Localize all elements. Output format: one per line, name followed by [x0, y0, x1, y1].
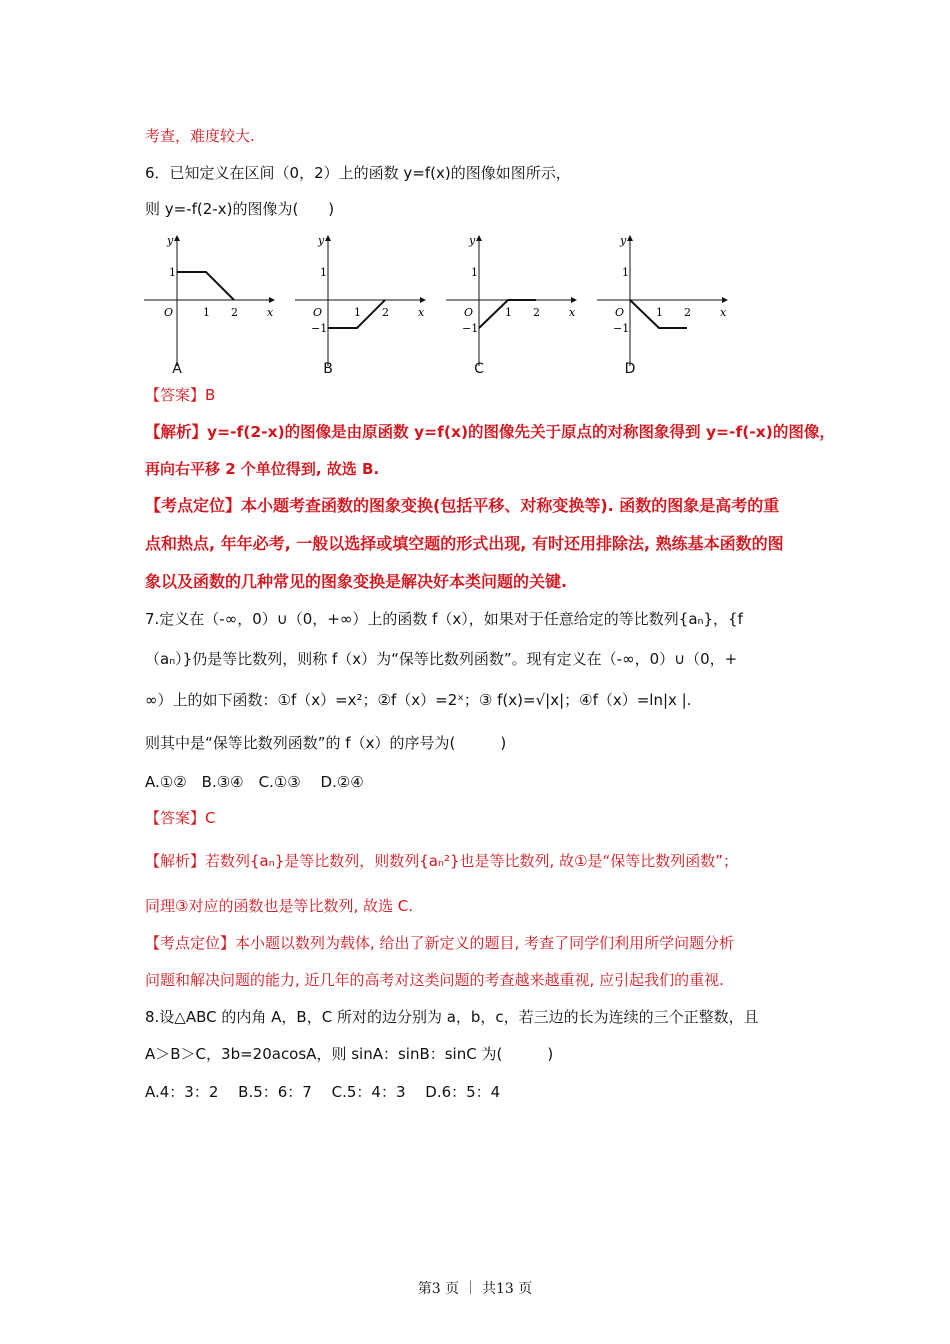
y-label: y: [620, 234, 627, 247]
tick-2-x: 2: [684, 306, 691, 319]
q7-options: A.①② B.③④ C.①③ D.②④: [145, 773, 364, 791]
y-label: y: [469, 234, 476, 247]
option-graph-a: [142, 228, 282, 368]
q6-analysis-1: 【解析】y=-f(2-x)的图像是由原函数 y=f(x)的图像先关于原点的对称图象得到 y=-f(-x)的图像，: [145, 423, 835, 441]
origin-label: O: [464, 306, 474, 319]
q6-stem-1: 6．已知定义在区间（0，2）上的函数 y=f(x)的图像如图所示，: [145, 164, 571, 182]
tick-neg1-y: −1: [613, 322, 630, 335]
tick-2-x: 2: [382, 306, 389, 319]
tick-2-x: 2: [231, 306, 238, 319]
option-graph-b: [293, 228, 433, 368]
q7-point-2: 问题和解决问题的能力, 近几年的高考对这类问题的考查越来越重视, 应引起我们的重视.: [145, 971, 724, 989]
x-label: x: [418, 306, 425, 319]
origin-label: O: [164, 306, 174, 319]
x-label: x: [267, 306, 274, 319]
q7-answer: 【答案】C: [145, 809, 216, 827]
q7-stem-3: ∞）上的如下函数：①f（x）=x²；②f（x）=2ˣ；③ f(x)=√|x|；④f（x）=ln|x |.: [145, 691, 692, 709]
graph-a-svg: [142, 228, 282, 368]
tick-1-x: 1: [505, 306, 512, 319]
graph-d-label: D: [624, 361, 636, 377]
q8-options: A.4：3：2 B.5：6：7 C.5：4：3 D.6：5：4: [145, 1083, 501, 1101]
q7-stem-1: 7.定义在（-∞，0）∪（0，+∞）上的函数 f（x），如果对于任意给定的等比数列{aₙ}，{f: [145, 610, 743, 628]
origin-label: O: [615, 306, 625, 319]
q6-point-2: 点和热点, 年年必考, 一般以选择或填空题的形式出现, 有时还用排除法, 熟练基本函数的图: [145, 534, 784, 553]
prev-solution-tail: 考查，难度较大.: [145, 127, 255, 145]
graph-b-svg: [293, 228, 433, 368]
option-graph-c: [444, 228, 584, 368]
x-label: x: [569, 306, 576, 319]
page-footer: 第3 页 ｜ 共13 页: [417, 1281, 533, 1297]
q8-stem-1: 8.设△ABC 的内角 A，B，C 所对的边分别为 a，b，c，若三边的长为连续的三个正整数，且: [145, 1008, 759, 1026]
tick-1-x: 1: [203, 306, 210, 319]
tick-1-y: 1: [169, 266, 176, 279]
q7-stem-4: 则其中是“保等比数列函数”的 f（x）的序号为( ): [145, 734, 507, 752]
tick-1-x: 1: [656, 306, 663, 319]
y-label: y: [167, 234, 174, 247]
tick-1-y: 1: [622, 266, 629, 279]
graph-c-svg: [444, 228, 584, 368]
q6-answer: 【答案】B: [145, 386, 216, 404]
tick-1-y: 1: [471, 266, 478, 279]
q6-point-3: 象以及函数的几种常见的图象变换是解决好本类问题的关键.: [145, 572, 568, 591]
tick-neg1-y: −1: [311, 322, 328, 335]
q7-analysis-2: 同理③对应的函数也是等比数列, 故选 C.: [145, 897, 413, 915]
tick-1-x: 1: [354, 306, 361, 319]
curve-a: [177, 272, 234, 300]
q6-analysis-2: 再向右平移 2 个单位得到, 故选 B.: [145, 460, 380, 478]
graph-c-label: C: [474, 361, 484, 377]
tick-1-y: 1: [320, 266, 327, 279]
q7-point-1: 【考点定位】本小题以数列为载体, 给出了新定义的题目, 考查了同学们利用所学问题分析: [145, 934, 735, 952]
tick-2-x: 2: [533, 306, 540, 319]
graph-a-label: A: [172, 361, 182, 377]
tick-neg1-y: −1: [462, 322, 479, 335]
x-label: x: [720, 306, 727, 319]
option-graph-d: [595, 228, 735, 368]
q7-analysis-1: 【解析】若数列{aₙ}是等比数列，则数列{aₙ²}也是等比数列, 故①是“保等比数列函数”；: [145, 852, 739, 870]
q6-stem-2: 则 y=-f(2-x)的图像为( ): [145, 200, 335, 218]
y-label: y: [318, 234, 325, 247]
q8-stem-2: A＞B＞C，3b=20acosA，则 sinA：sinB：sinC 为( ): [145, 1045, 554, 1063]
q7-stem-2: （aₙ）}仍是等比数列，则称 f（x）为“保等比数列函数”。现有定义在（-∞，0）∪（0，+: [145, 650, 738, 668]
graph-d-svg: [595, 228, 735, 368]
graph-b-label: B: [323, 361, 333, 377]
q6-point-1: 【考点定位】本小题考查函数的图象变换(包括平移、对称变换等). 函数的图象是高考的重: [145, 496, 780, 515]
origin-label: O: [313, 306, 323, 319]
